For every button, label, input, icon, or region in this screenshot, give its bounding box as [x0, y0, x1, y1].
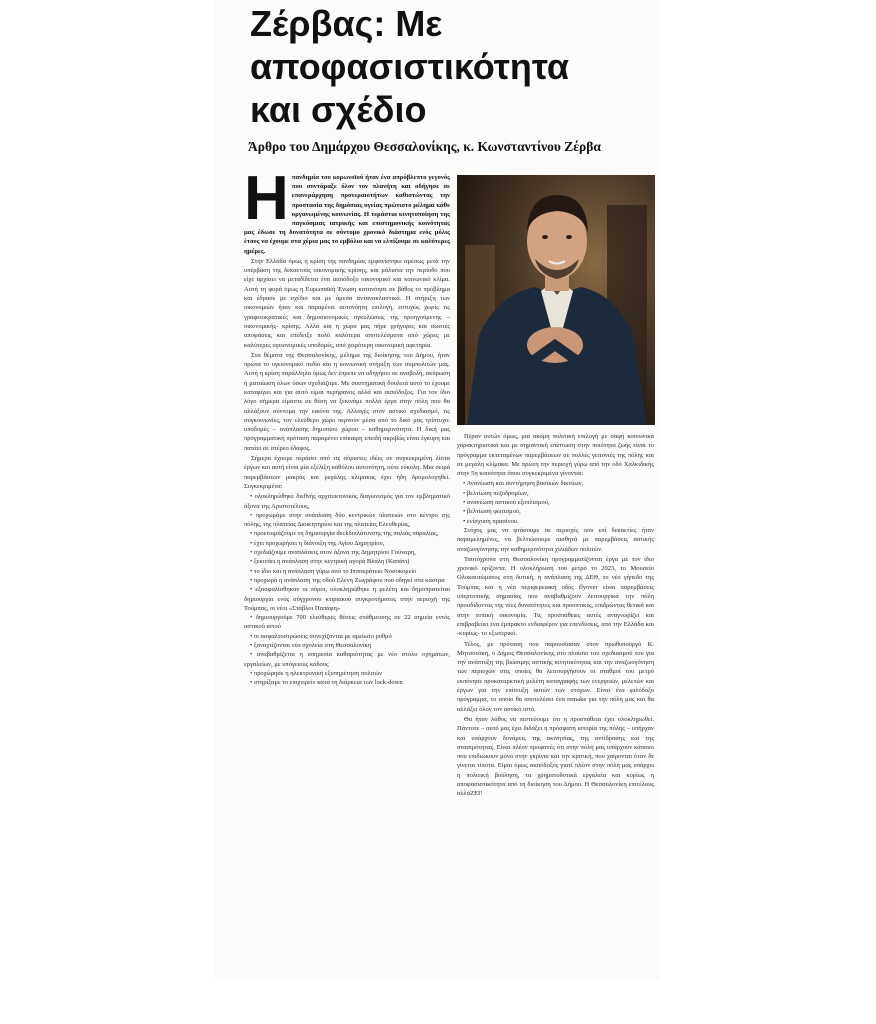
- projects-list: [244, 492, 450, 687]
- list-item: • προετοιμάζουμε τη δημιουργία deckδιπλάτυνσης της παλιάς παραλίας,: [244, 529, 450, 538]
- neighborhood-works-list: [457, 479, 654, 525]
- body-paragraph: Στα θέματα της Θεσσαλονίκης, μέλημα της διοίκησης του Δήμου, ήταν πρώτα το υγειονομικό πεδίο και η κοινωνική στήριξη των συμπολιτών μας. Αυτή η κρίση παράλληλα όμως δεν έπρεπε να οδηγήσει σε αναβολή, ακύρωση ή ματαίωση όλων όσων σχεδιάζαμε. Με συστηματική δουλειά αυτό το έχουμε καταφέρει και για αυτό είμαι περήφανος αλλά και αισιόδοξος. Για τον ίδιο λόγο σήμερα είμαστε σε θέση να ξεκινάμε πολλά έργα στην πόλη που θα αλλάξουν σύντομα την εικόνα της. Αλλαγές στον αστικό σχεδιασμό, τις συγκοινωνίες, τον ελεύθερο χώρο περνούν μέσα από το δικό μας τρίπτυχο: υποδομές – ανάπλασης δημοσίου χώρου – καθημερινότητα. Η δική μας προγραμματική πρόταση παραμένει επίκαιρη επειδή ακριβώς είναι έγκυρη και πατάει σε στέρεο έδαφος.: [244, 351, 450, 452]
- title-line-3: και σχέδιο: [250, 89, 427, 130]
- lead-paragraph: πανδημία του κορωνοϊού ήταν ένα απρόβλεπτο γεγονός που συντάραξε όλον τον πλανήτη και οδήγησε σε επανεράρχηση προτεραιοτήτων καθιστώντας την προστασία της δημόσιας υγείας πρώτιστο μέλημα κάθε οργανωμένης κοινωνίας. Η τεράστια κινητοποίηση της παγκόσμιας ιατρικής και επιστημονικής κοινότητας μας έδωσε τη δυνατότητα σε σύντομο χρονικό διάστημα ενός μόλις έτους να έχουμε στα χέρια μας το εμβόλιο και να ελπίζουμε σε καλύτερες ημέρες.: [244, 174, 450, 255]
- body-paragraph: Τέλος, με πρόταση που παρουσίασαν στον πρωθυπουργό Κ. Μητσοτάκη, ο Δήμος Θεσσαλονίκης στο πλαίσιο του σχεδιασμού του για την ανάπτυξη της βιώσιμης αστικής κινητικότητας και την αναζωογόνηση των περιοχών στις οποίες θα λειτουργήσουν οι σταθμοί του μετρό εκπόνησε προκαταρκτική μελέτη καταγραφής των ενεργειών, μελετών και έργων για την επίτευξη αυτών των στόχων. Είναι ένα φιλόδοξο πρόγραμμα, το οποίο θα αποτελέσει ένα remake για την πόλη μας και θα αλλάξει όλον τον αστικό ιστό.: [457, 640, 654, 713]
- body-paragraph: Πέραν αυτών όμως, μια ακόμη πολιτική επιλογή με σαφή κοινωνικά χαρακτηριστικά και με σημαντική επίπτωση στην ποιότητα ζωής είναι το πρόγραμμα εκτεταμένων παρεμβάσεων σε πολλές γειτονιές της πόλης και σε μεγάλη κλίμακα. Με πρώτη την περιοχή γύρω από την οδό Χαλκιδικής στην 5η κοινότητα όπου συγκεκριμένα γίνονται:: [457, 433, 654, 478]
- title-line-1: Ζέρβας: Με: [250, 3, 443, 44]
- list-item: • αναβαθμίζεται η υπηρεσία καθαριότητας με νέο στόλο οχημάτων, εργαλείων, με υπόγειους κάδους: [244, 650, 450, 669]
- portrait-photo-icon: [457, 175, 655, 425]
- list-item: • οι ασφαλτοστρώσεις συνεχίζονται με αμείωτο ρυθμό: [244, 632, 450, 641]
- closing-paragraph: Θα ήταν λάθος να πιστεύουμε ότι η προσπάθεια έχει ολοκληρωθεί. Πάντοτε – αυτό μας έχει διδάξει η πρόσφατη ιστορία της πόλης – υπήρχαν και υπάρχουν δυνάμεις της ακινησίας, της αντίδρασης και της στασιμότητας. Είναι πλέον προφανές ότι στην πόλη μας υπάρχουν κάποιοι που επιδιώκουν μόνο στην γκρίνια και την κριτική, που χαίρονται όταν δε γίνεται τίποτα. Είμαι όμως αισιόδοξος γιατί πλέον στην πόλη μας υπάρχει η πολιτική βούληση, τα χρηματοδοτικά εργαλεία και κυρίως η αποφασιστικότητα από τη διοίκηση του Δήμου. Η Θεσσαλονίκη επιτέλους αλλάΖΕΙ!: [457, 715, 654, 798]
- body-paragraph: Ταυτόχρονα στη Θεσσαλονίκη προγραμματίζονται έργα με τον ίδιο χρονικό ορίζοντα. Η ολοκλήρωση του μετρό το 2023, το Μουσείο Ολοκαυτώματος στη δυτική, η ανάπλαση της ΔΕΘ, το νέο γήπεδο της Τούμπας και η νέα περιφερειακή οδός flyover είναι παρεμβάσεις υπερτοπικής σημασίας που αναβαθμίζουν λειτουργικά την πόλη προσδίδοντας της νέες δυνατότητες και προοπτικές, επιδρώντας θετικά και στην τοπική οικονομία. Τις προσπάθειες αυτές αναγνωρίζει και επιβραβεύει ένα έμπρακτο ενδιαφέρον για επενδύσεις, από την Ελλάδα και -κυρίως- το εξωτερικό.: [457, 555, 654, 638]
- list-item: • ανανέωση αστικού εξοπλισμού,: [457, 498, 654, 507]
- right-column: [457, 432, 654, 962]
- list-item: • στηρίξαμε το επιχειρείν κατά τη διάρκεια των lock-down: [244, 678, 450, 687]
- drop-cap: Η: [244, 173, 289, 233]
- list-item: • προχωρά η ανάπλαση της οδού Ελένη Ζωγράφου που οδηγεί στα κάστρα: [244, 576, 450, 585]
- article-subtitle: Άρθρο του Δημάρχου Θεσσαλονίκης, κ. Κωνσταντίνου Ζέρβα: [248, 139, 601, 154]
- body-paragraph: Στην Ελλάδα όμως η κρίση της πανδημίας εμφανίστηκε αμέσως μετά την υπέρβαση της δεκαετούς οικονομικής κρίσης, και μάλιστα την περίοδο που είχε αρχίσει να μεταδίδεται ένα αισιόδοξο οικονομικό και κοινωνικό κλίμα. Αυτή τη φορά όμως η Ευρωπαϊκή Ένωση κατανόησε σε βάθος το πρόβλημα και έδρασε με σχέδιο και με άμεσα αντανακλαστικά. Η στήριξη των οικονομιών ήταν και παραμένει αυτονόητη επιλογή, ευτυχώς χωρίς τις γραφειοκρατικές και δημοσιονομικές αγκυλώσεις της προηγούμενης – οικονομικής- κρίσης. Αλλά και η χώρα μας πήρε γρήγορες και σωστές αποφάσεις και επέδειξε πολύ καλύτερα αποτελέσματα από χώρες με καλύτερες υγειονομικές υποδομές, από χειρότερη οικονομική αφετηρία.: [244, 257, 450, 349]
- title-line-2: αποφασιστικότητα: [250, 46, 570, 87]
- list-item: • βελτίωση πεζοδρομίων,: [457, 489, 654, 498]
- list-item: • έχει προχωρήσει η διάνοιξη της Αγίου Δημητρίου,: [244, 539, 450, 548]
- body-paragraph: Σήμερα έχουμε περάσει από τις αόριστες ιδέες σε συγκεκριμένη λίστα έργων και αυτή είναι μία εξέλιξη καθόλου αυτονόητη, ούτε εύκολη. Μια σειρά παρεμβάσεων μακράς και μεγάλης κλίμακας έχει ήδη δρομολογηθεί. Συγκεκριμένα:: [244, 455, 450, 490]
- list-item: • ξαναχτίζονται νέα σχολεία στη Θεσσαλονίκη: [244, 641, 450, 650]
- article-title: [250, 2, 630, 131]
- list-item: • δημιουργούμε 700 ελεύθερες θέσεις στάθμευσης σε 22 σημεία εντός αστικού ιστού: [244, 613, 450, 632]
- list-item: • εξασφαλίσθηκαν οι πόροι, ολοκληρώθηκε η μελέτη και δημοπρατείται δημιουργία ενός σύγχρονου κτιριακού συγκροτήματος στην περιοχή της Τούμπας, οι νέοι «Στάβλοι Παπάφη»: [244, 585, 450, 613]
- list-item: • σχεδιάζουμε αναπλάσεις στον άξονα της Δημητρίου Γούναρη,: [244, 548, 450, 557]
- list-item: • βελτίωση φωτισμού,: [457, 507, 654, 516]
- list-item: • Ανανέωση και συντήρηση βασικών δικτύων,: [457, 479, 654, 488]
- list-item: • προχωράμε στην ανάπλαση δύο κεντρικών πλατειών στο κέντρο της πόλης, της πλατείας Διοικητηρίου και της πλατείας Ελευθερίας,: [244, 511, 450, 530]
- list-item: • ολοκληρώθηκε διεθνής αρχιτεκτονικός διαγωνισμός για τον εμβληματικό άξονα της Αριστοτέλους,: [244, 492, 450, 511]
- list-item: • ξεκινάει η ανάπλαση στην κεντρική αγορά Βλάλη (Καπάνι): [244, 557, 450, 566]
- portrait-illustration: [457, 175, 655, 425]
- list-item: • ενίσχυση πρασίνου.: [457, 517, 654, 526]
- body-paragraph: Στόχος μας να φτάσουμε σε περιοχές που επί δεκαετίες ήταν παραμελημένες, να βελτιώσουμε αισθητά με παρεμβάσεις αστικής αναζωογόνησης την καθημερινότητα χιλιάδων πολιτών.: [457, 526, 654, 553]
- list-item: • το ίδιο και η ανάπλαση γύρω από το Ιπποκράτειο Νοσοκομείο: [244, 567, 450, 576]
- left-column: [244, 173, 450, 963]
- list-item: • προχώρησε η ηλεκτρονική εξυπηρέτηση πολιτών: [244, 669, 450, 678]
